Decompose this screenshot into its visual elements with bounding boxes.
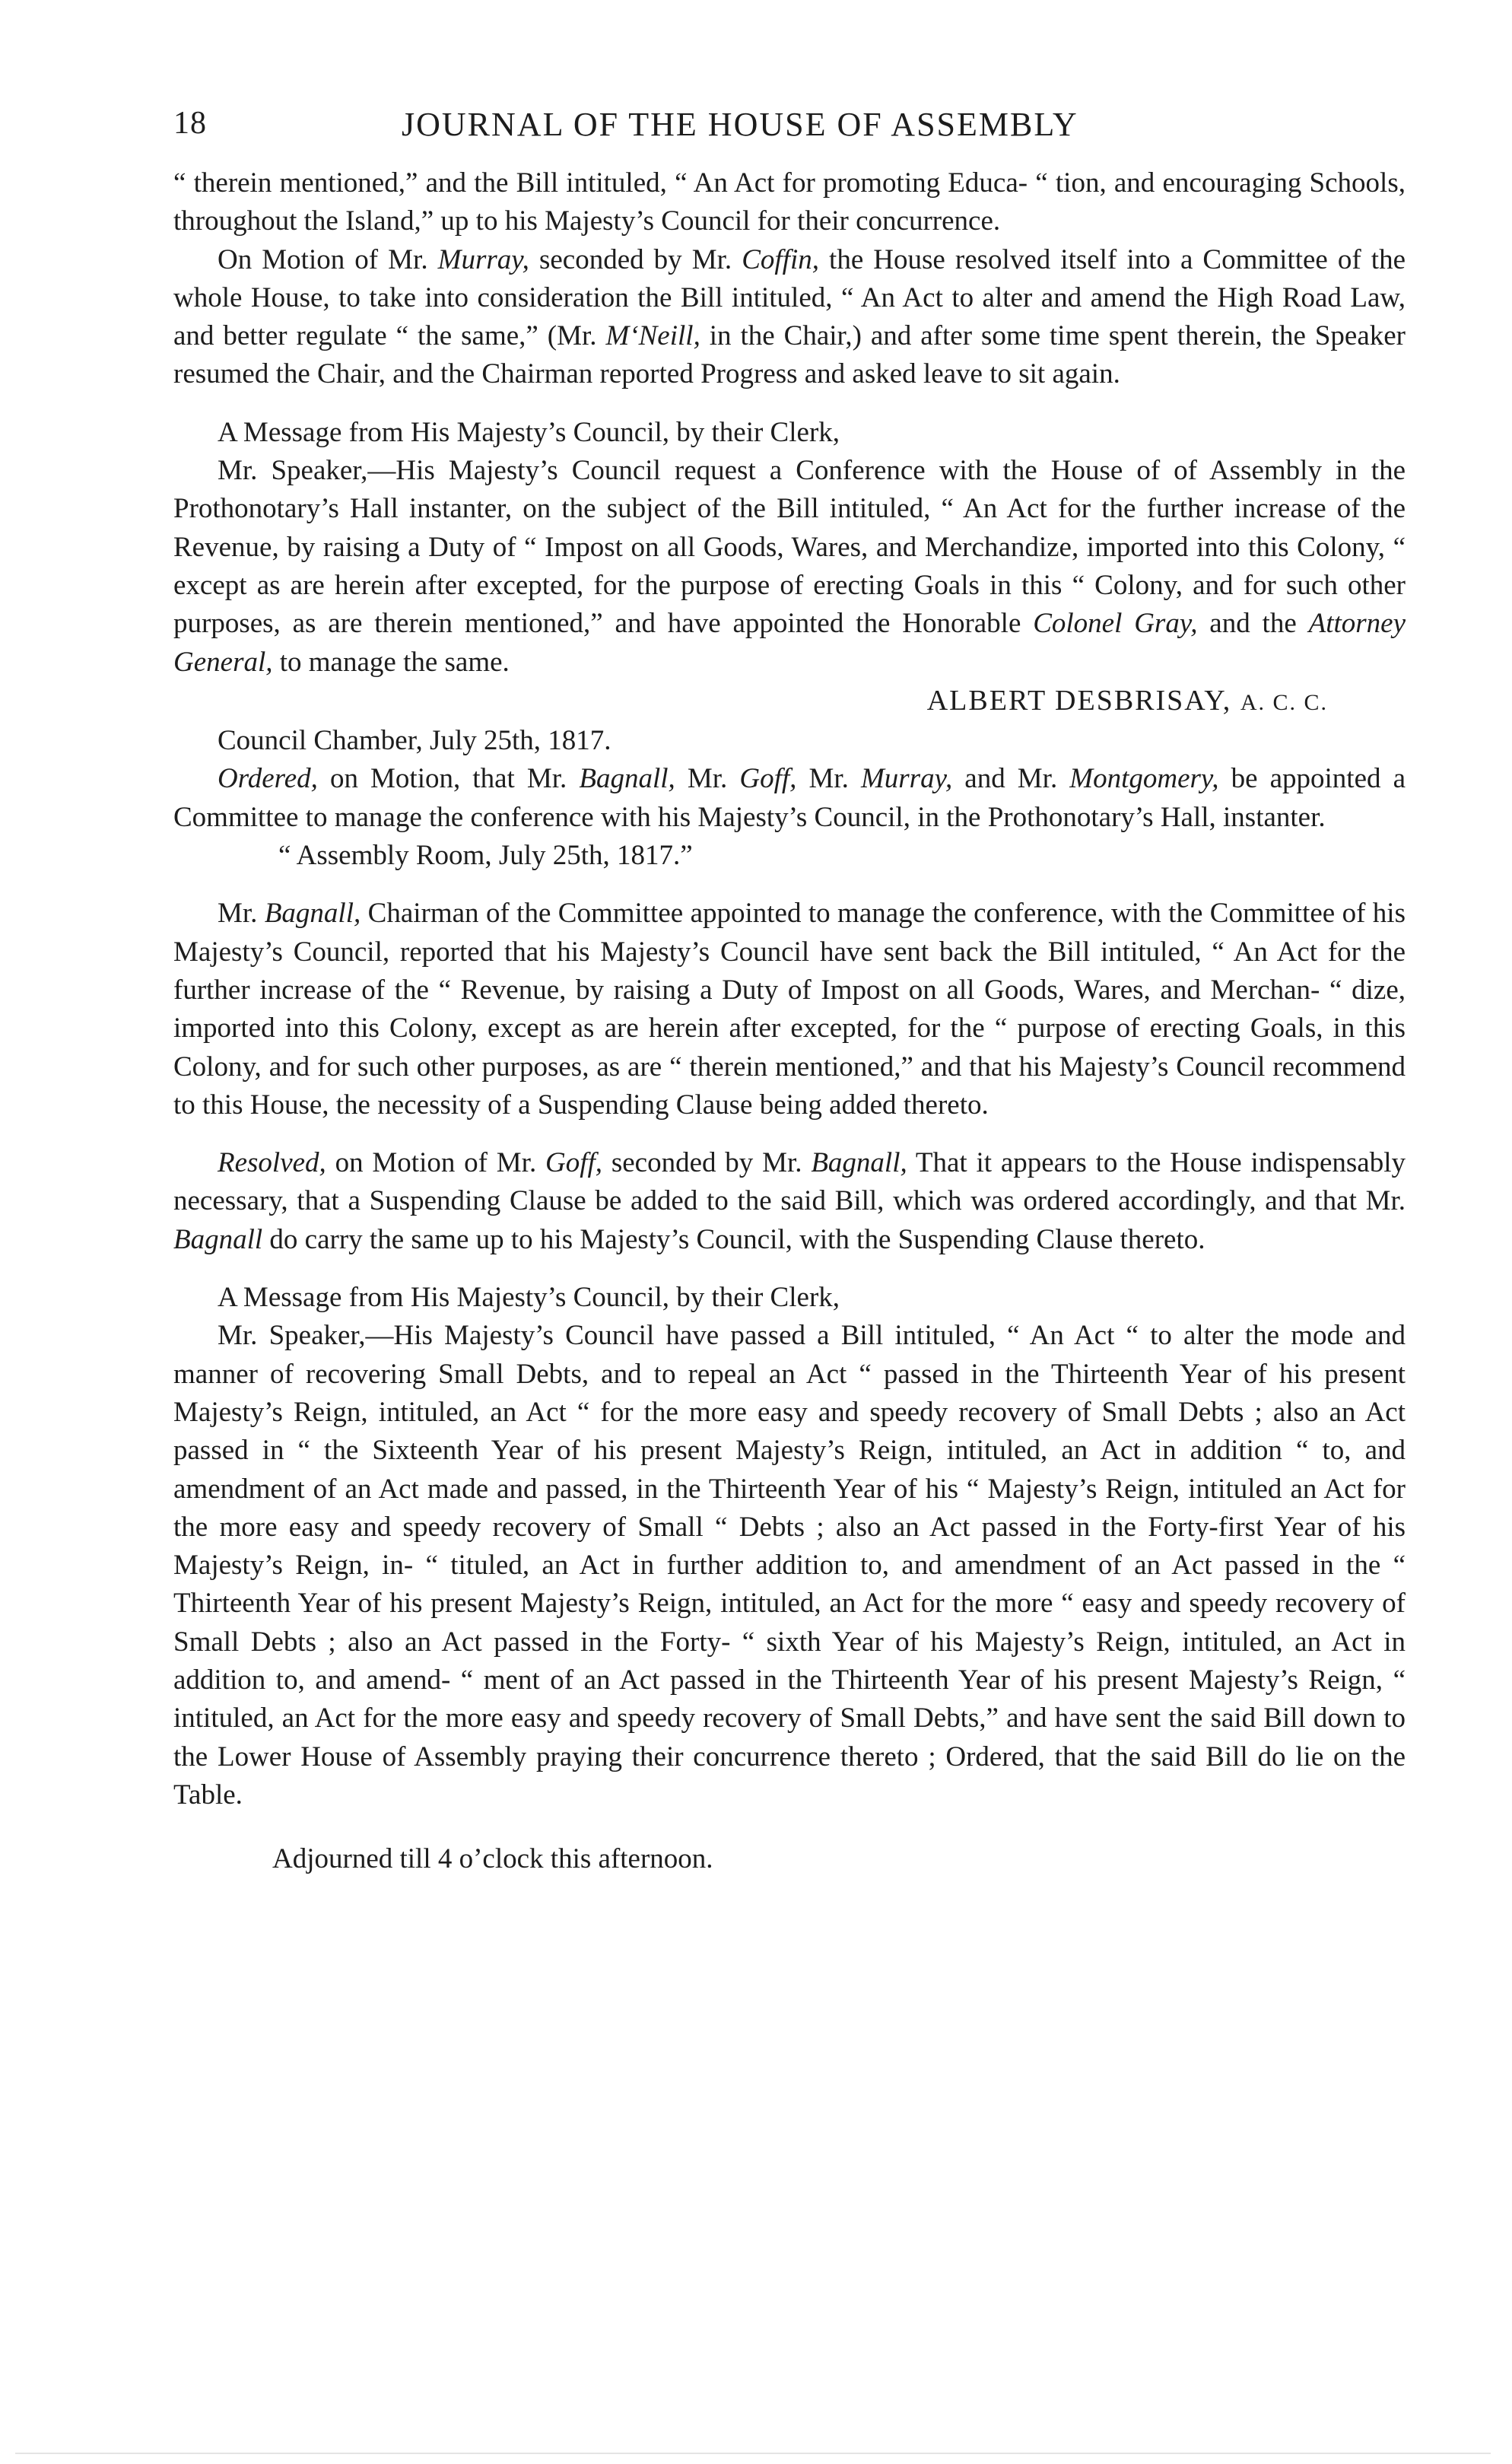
paragraph-message-council-2 <box>173 1279 1406 1317</box>
text-run: on Motion of Mr. <box>326 1147 545 1179</box>
member-name-mneill: M‘Neill, <box>605 320 700 352</box>
signature-name: ALBERT DESBRISAY, <box>926 684 1232 717</box>
member-name-bagnall: Bagnall <box>173 1223 263 1255</box>
text-run: seconded by Mr. <box>529 243 742 275</box>
paragraph-high-road-committee <box>173 241 1406 394</box>
paragraph-text: A Message from His Majesty’s Council, by their Clerk, <box>218 416 840 448</box>
text-run: on Motion, that Mr. <box>317 763 580 795</box>
text-run: and the <box>1197 608 1309 640</box>
paragraph-text: A Message from His Majesty’s Council, by their Clerk, <box>218 1282 840 1314</box>
name-attorney-general: Attorney General, <box>173 608 1406 678</box>
member-name-murray: Murray, <box>437 243 529 275</box>
assembly-room-dateline <box>173 837 1406 875</box>
text-run: Mr. <box>675 763 740 795</box>
dateline <box>173 722 1406 760</box>
text-run: the House resolved itself into a Committee of the whole House, to take into consideration the Bill intituled, “ An Act to alter and amend the High Road Law, and better regulate “ the same,” (Mr. <box>173 243 1406 352</box>
paragraph-ordered-committee <box>173 760 1406 837</box>
member-name-bagnall: Bagnall, <box>264 898 361 930</box>
name-colonel-gray: Colonel Gray, <box>1033 608 1198 640</box>
ordered-label: Ordered, <box>218 763 318 795</box>
signature-title: A. C. C. <box>1240 689 1328 715</box>
text-run: do carry the same up to his Majesty’s Council, with the Suspending Clause thereto. <box>262 1223 1205 1255</box>
member-name-bagnall: Bagnall, <box>811 1147 907 1179</box>
adjourn-text: Adjourned till 4 o’clock this afternoon. <box>272 1843 713 1875</box>
journal-body <box>173 164 1406 1878</box>
paragraph-bagnall-report <box>173 895 1406 1124</box>
text-run: in the Chair,) and after some time spent therein, the Speaker resumed the Chair, and the Chairman reported Progress and asked leave to sit again. <box>173 320 1406 390</box>
page-header <box>173 105 1406 158</box>
quote-text: “ Assembly Room, July 25th, 1817.” <box>278 840 693 872</box>
paragraph-text: “ therein mentioned,” and the Bill intituled, “ An Act for promoting Educa- “ tion, and encouraging Schools, throughout the Island,” up to his Majesty’s Council for their concurrence. <box>173 167 1406 237</box>
paragraph-text: Mr. Speaker,—His Majesty’s Council have passed a Bill intituled, “ An Act “ to alter the mode and manner of recovering Small Debts, and to repeal an Act “ passed in the Thirteenth Year of his present Majesty’s Reign, intituled, an Act “ for the more easy and speedy recovery of Small Debts ; also an Act passed in “ the Sixteenth Year of his present Majesty’s Reign, intituled, an Act in addition “ to, and amendment of an Act made and passed, in the Thirteenth Year of his “ Majesty’s Reign, intituled an Act for the more easy and speedy recovery of Small “ Debts ; also an Act passed in the Forty-first Year of his Majesty’s Reign, in- “ tituled, an Act in further addition to, and amendment of an Act passed in the “ Thirteenth Year of his present Majesty’s Reign, intituled, an Act for the more “ easy and speedy recovery of Small Debts ; also an Act passed in the Forty- “ sixth Year of his Majesty’s Reign, intituled, an Act in addition to, and amend- “ ment of an Act passed in the Thirteenth Year of his present Majesty’s Reign, “ intituled, an Act for the more easy and speedy recovery of Small Debts,” and have sent the said Bill down to the Lower House of Assembly praying their concurrence thereto ; Ordered, that the said Bill do lie on the Table. <box>173 1320 1406 1811</box>
dateline-text: Council Chamber, July 25th, 1817. <box>218 725 611 757</box>
page-bottom-edge <box>15 2453 1491 2454</box>
resolved-label: Resolved, <box>218 1147 326 1179</box>
text-run: On Motion of Mr. <box>218 243 438 275</box>
paragraph-message-council-1 <box>173 414 1406 452</box>
paragraph-resolved-suspending-clause <box>173 1144 1406 1259</box>
text-run: Mr. <box>218 898 265 930</box>
text-run: be appointed a Committee to manage the conference with his Majesty’s Council, in the Prothonotary’s Hall, instanter. <box>173 763 1406 833</box>
member-name-goff: Goff, <box>739 763 797 795</box>
text-run: Mr. Speaker,—His Majesty’s Council request a Conference with the House of of Assembly in the Prothonotary’s Hall instanter, on the subject of the Bill intituled, “ An Act for the further increase of the Revenue, by raising a Duty of “ Impost on all Goods, Wares, and Merchandize, imported into this Colony, “ except as are herein after excepted, for the purpose of erecting Goals in this “ Colony, and for such other purposes, as are therein mentioned,” and have appointed the Honorable <box>173 455 1406 640</box>
adjournment-note <box>173 1840 1406 1878</box>
text-run: and Mr. <box>952 763 1070 795</box>
signature <box>173 682 1406 722</box>
text-run: seconded by Mr. <box>602 1147 812 1179</box>
member-name-coffin: Coffin, <box>742 243 819 275</box>
paragraph-conference-request <box>173 452 1406 682</box>
text-run: That it appears to the House indispensably necessary, that a Suspending Clause be added to the said Bill, which was ordered accordingly, and that Mr. <box>173 1147 1406 1217</box>
member-name-bagnall: Bagnall, <box>579 763 675 795</box>
text-run: to manage the same. <box>272 646 510 678</box>
member-name-goff: Goff, <box>545 1147 603 1179</box>
member-name-montgomery: Montgomery, <box>1069 763 1219 795</box>
paragraph-small-debts-bill <box>173 1317 1406 1814</box>
page-number: 18 <box>173 106 207 141</box>
text-run: Mr. <box>796 763 861 795</box>
running-title: JOURNAL OF THE HOUSE OF ASSEMBLY <box>402 106 1078 143</box>
paragraph-bill-education <box>173 164 1406 241</box>
text-run: Chairman of the Committee appointed to manage the conference, with the Committee of his Majesty’s Council, reported that his Majesty’s Council have sent back the Bill intituled, “ An Act for the further increase of the “ Revenue, by raising a Duty of Impost on all Goods, Wares, and Merchan- “ dize, imported into this Colony, except as are herein after excepted, for the “ purpose of erecting Goals, in this Colony, and for such other purposes, as are “ therein mentioned,” and that his Majesty’s Council recommend to this House, the necessity of a Suspending Clause being added thereto. <box>173 898 1406 1121</box>
member-name-murray: Murray, <box>860 763 953 795</box>
